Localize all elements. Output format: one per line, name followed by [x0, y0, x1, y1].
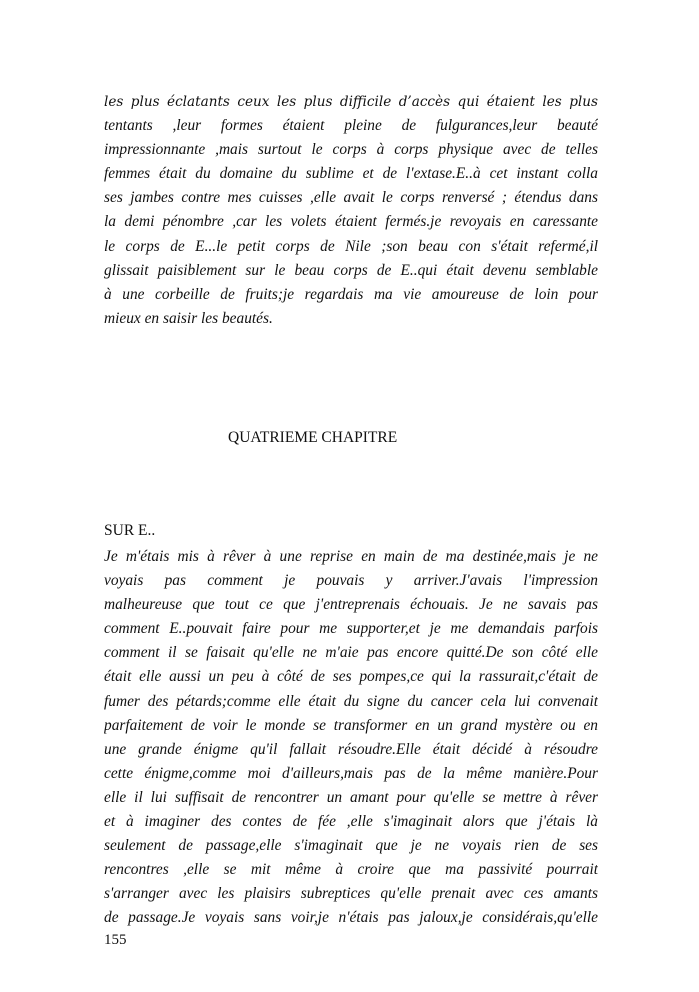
paragraph-line: était elle aussi un peu à côté de ses pompes,ce qui la rassurait,c'était de [104, 668, 598, 686]
paragraph-line: de passage.Je voyais sans voir,je n'étais pas jaloux,je considérais,qu'elle [104, 909, 598, 927]
paragraph-line: impressionnante ,mais surtout le corps à corps physique avec de telles [104, 141, 598, 159]
paragraph-line: à une corbeille de fruits;je regardais ma vie amoureuse de loin pour [104, 285, 598, 303]
chapter-heading: QUATRIEME CHAPITRE [228, 429, 398, 446]
paragraph-line: seulement de passage,elle s'imaginait que je ne voyais rien de ses [104, 837, 598, 855]
paragraph-line: s'arranger avec les plaisirs subreptices qu'elle prenait avec ces amants [104, 885, 598, 903]
paragraph-line: glissait paisiblement sur le beau corps de E..qui était devenu semblable [104, 261, 598, 279]
paragraph-line: la demi pénombre ,car les volets étaient fermés.je revoyais en caressante [104, 213, 598, 231]
paragraph-line: comment il se faisait qu'elle ne m'aie pas encore quitté.De son côté elle [104, 644, 598, 662]
paragraph-line: rencontres ,elle se mit même à croire que ma passivité pourrait [104, 861, 598, 879]
paragraph-line: fumer des pétards;comme elle était du signe du cancer cela lui convenait [104, 692, 598, 710]
paragraph-line: les plus éclatants ceux les plus difficile d’accès qui étaient les plus [104, 94, 598, 110]
paragraph-line: tentants ,leur formes étaient pleine de fulgurances,leur beauté [104, 117, 598, 135]
paragraph-line: femmes était du domaine du sublime et de l'extase.E..à cet instant colla [104, 165, 598, 183]
section-title: SUR E.. [104, 522, 156, 539]
page-number: 155 [104, 932, 127, 948]
paragraph-line: ses jambes contre mes cuisses ,elle avait le corps renversé ; étendus dans [104, 189, 598, 207]
paragraph-line: le corps de E...le petit corps de Nile ;son beau con s'était refermé,il [104, 237, 598, 255]
paragraph-line: malheureuse que tout ce que j'entreprenais échouais. Je ne savais pas [104, 596, 598, 614]
paragraph-line: parfaitement de voir le monde se transformer en un grand mystère ou en [104, 716, 598, 734]
paragraph-line: Je m'étais mis à rêver à une reprise en main de ma destinée,mais je ne [104, 548, 598, 565]
paragraph-line: une grande énigme qu'il fallait résoudre.Elle était décidé à résoudre [104, 740, 598, 758]
paragraph-line: et à imaginer des contes de fée ,elle s'imaginait alors que j'étais là [104, 813, 598, 831]
main-paragraph [104, 545, 598, 931]
paragraph-line: elle il lui suffisait de rencontrer un amant pour qu'elle se mettre à rêver [104, 788, 598, 806]
top-paragraph [104, 90, 598, 331]
paragraph-line: comment E..pouvait faire pour me supporter,et je me demandais parfois [104, 620, 598, 638]
paragraph-line: mieux en saisir les beautés. [104, 309, 273, 327]
paragraph-line: voyais pas comment je pouvais y arriver.J'avais l'impression [104, 572, 598, 590]
paragraph-line: cette énigme,comme moi d'ailleurs,mais pas de la même manière.Pour [104, 764, 598, 782]
